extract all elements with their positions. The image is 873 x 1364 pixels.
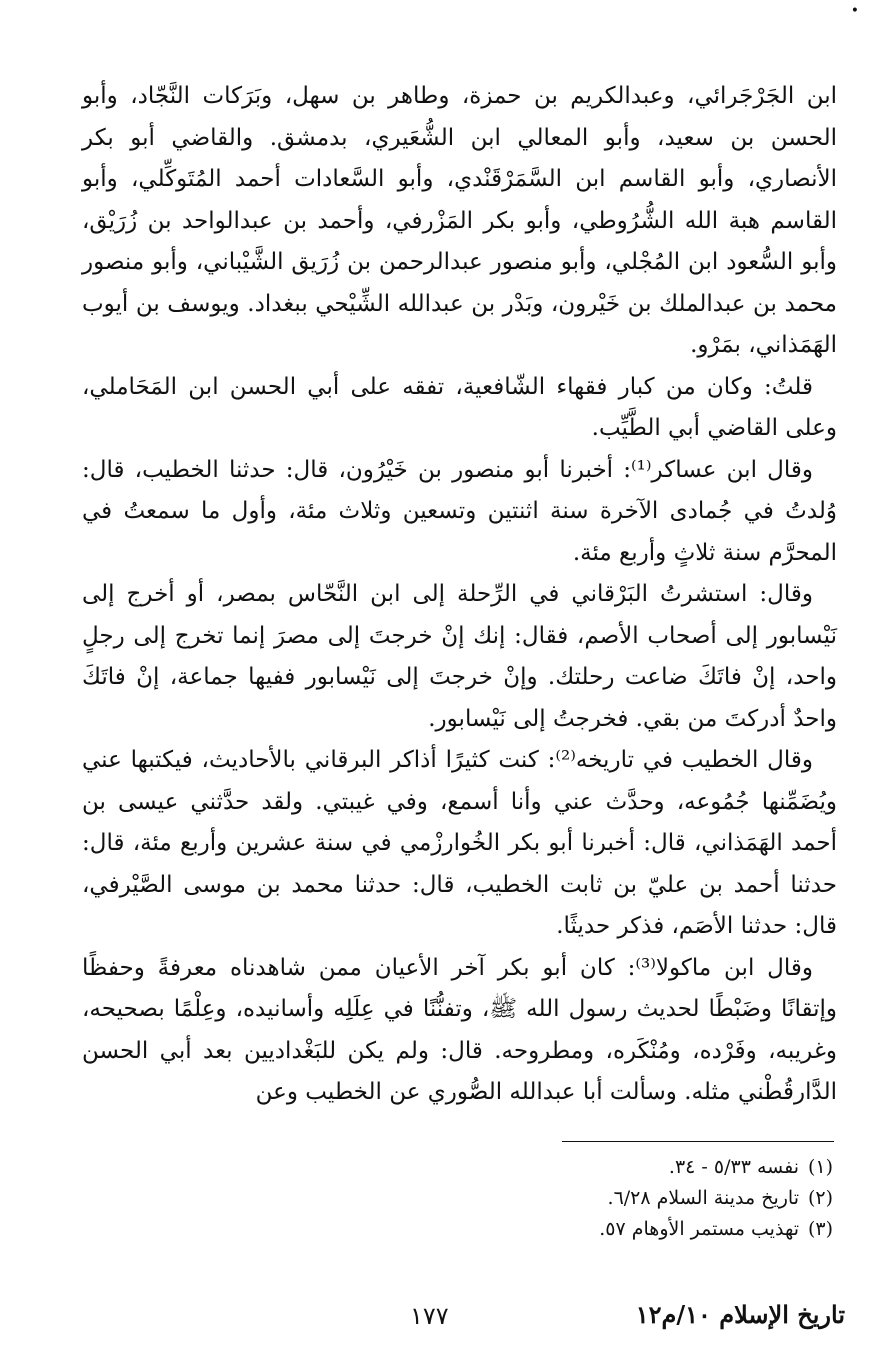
paragraph-author-note: قلتُ: وكان من كبار فقهاء الشّافعية، تفقه على أبي الحسن ابن المَحَاملي، وعلى القاضي أبي الطَّيِّب. bbox=[82, 373, 837, 441]
footnote-1 bbox=[413, 1152, 833, 1183]
page-number: ١٧٧ bbox=[410, 1302, 449, 1330]
paragraph-barqani-advice: وقال: استشرتُ البَرْقاني في الرِّحلة إلى ابن النَّحّاس بمصر، أو أخرج إلى نَيْسابور إلى أصحاب الأصم، فقال: إنك إنْ خرجتَ إلى مصرَ إنما تخرج إلى رجلٍ واحد، إنْ فاتَكَ ضاعت رحلتك. وإنْ خرجتَ إلى نَيْسابور ففيها جماعة، إنْ فاتَكَ واحدٌ أدركتَ من بقي. فخرجتُ إلى نَيْسابور. bbox=[82, 581, 837, 732]
footnote-number: (١) bbox=[807, 1156, 833, 1178]
running-title: تاريخ الإسلام ١٠/م١٢ bbox=[635, 1300, 845, 1329]
paragraph-ibn-makula: وقال ابن ماكولا⁽³⁾: كان أبو بكر آخر الأعيان ممن شاهدناه معرفةً وحفظًا وإتقانًا وضَبْطًا لحديث رسول الله ﷺ، وتفنُّنًا في عِلَلِه وأسانيده، وعِلْمًا بصحيحه، وغريبه، وفَرْده، ومُنْكَره، ومطروحه. قال: ولم يكن للبَغْداديين بعد أبي الحسن الدَّارقُطْني مثله. وسألت أبا عبدالله الصُّوري عن الخطيب وعن bbox=[82, 954, 837, 1105]
paragraph-narrators: ابن الجَرْجَرائي، وعبدالكريم بن حمزة، وطاهر بن سهل، وبَرَكات النَّجّاد، وأبو الحسن بن سعيد، وأبو المعالي ابن الشُّعَيري، بدمشق. والقاضي أبو بكر الأنصاري، وأبو القاسم ابن السَّمَرْقَنْدي، وأبو السَّعادات أحمد المُتَوكِّلي، وأبو القاسم هبة الله الشُّرُوطي، وأبو بكر المَزْرفي، وأحمد بن عبدالواحد بن زُرَيْق، وأبو السُّعود ابن المُجْلي، وأبو منصور عبدالرحمن بن زُرَيق الشَّيْباني، وأبو منصور محمد بن عبدالملك بن خَيْرون، وبَدْر بن عبدالله الشِّيْحي ببغداد. ويوسف بن أيوب الهَمَذاني، بمَرْو. bbox=[82, 83, 837, 358]
main-text bbox=[82, 76, 837, 1114]
footnote-3 bbox=[413, 1214, 833, 1245]
footnote-text: تهذيب مستمر الأوهام ٥٧. bbox=[599, 1218, 799, 1240]
footnote-divider bbox=[562, 1141, 834, 1142]
paragraph-khatib-history: وقال الخطيب في تاريخه⁽²⁾: كنت كثيرًا أذاكر البرقاني بالأحاديث، فيكتبها عني ويُضَمِّنها جُمُوعه، وحدَّث عني وأنا أسمع، وفي غيبتي. ولقد حدَّثني عيسى بن أحمد الهَمَذاني، قال: أخبرنا أبو بكر الخُوارزْمي في سنة عشرين وأربع مئة، قال: حدثنا أحمد بن عليّ بن ثابت الخطيب، قال: حدثنا محمد بن موسى الصَّيْرفي، قال: حدثنا الأصَم، فذكر حديثًا. bbox=[82, 747, 837, 939]
page-footer bbox=[0, 1300, 873, 1344]
footnotes bbox=[413, 1152, 833, 1245]
footnote-text: نفسه ٥/٣٣ - ٣٤. bbox=[668, 1156, 799, 1178]
footnote-number: (٢) bbox=[807, 1187, 833, 1209]
footnote-text: تاريخ مدينة السلام ٦/٢٨. bbox=[607, 1187, 799, 1209]
footnote-number: (٣) bbox=[807, 1218, 833, 1240]
footnote-2 bbox=[413, 1183, 833, 1214]
paragraph-ibn-asakir: وقال ابن عساكر⁽¹⁾: أخبرنا أبو منصور بن خَيْرُون، قال: حدثنا الخطيب، قال: وُلدتُ في جُمادى الآخرة سنة اثنتين وتسعين وثلاث مئة، وأول ما سمعتُ في المحرَّم سنة ثلاثٍ وأربع مئة. bbox=[82, 456, 837, 566]
corner-mark: • bbox=[850, 3, 859, 19]
